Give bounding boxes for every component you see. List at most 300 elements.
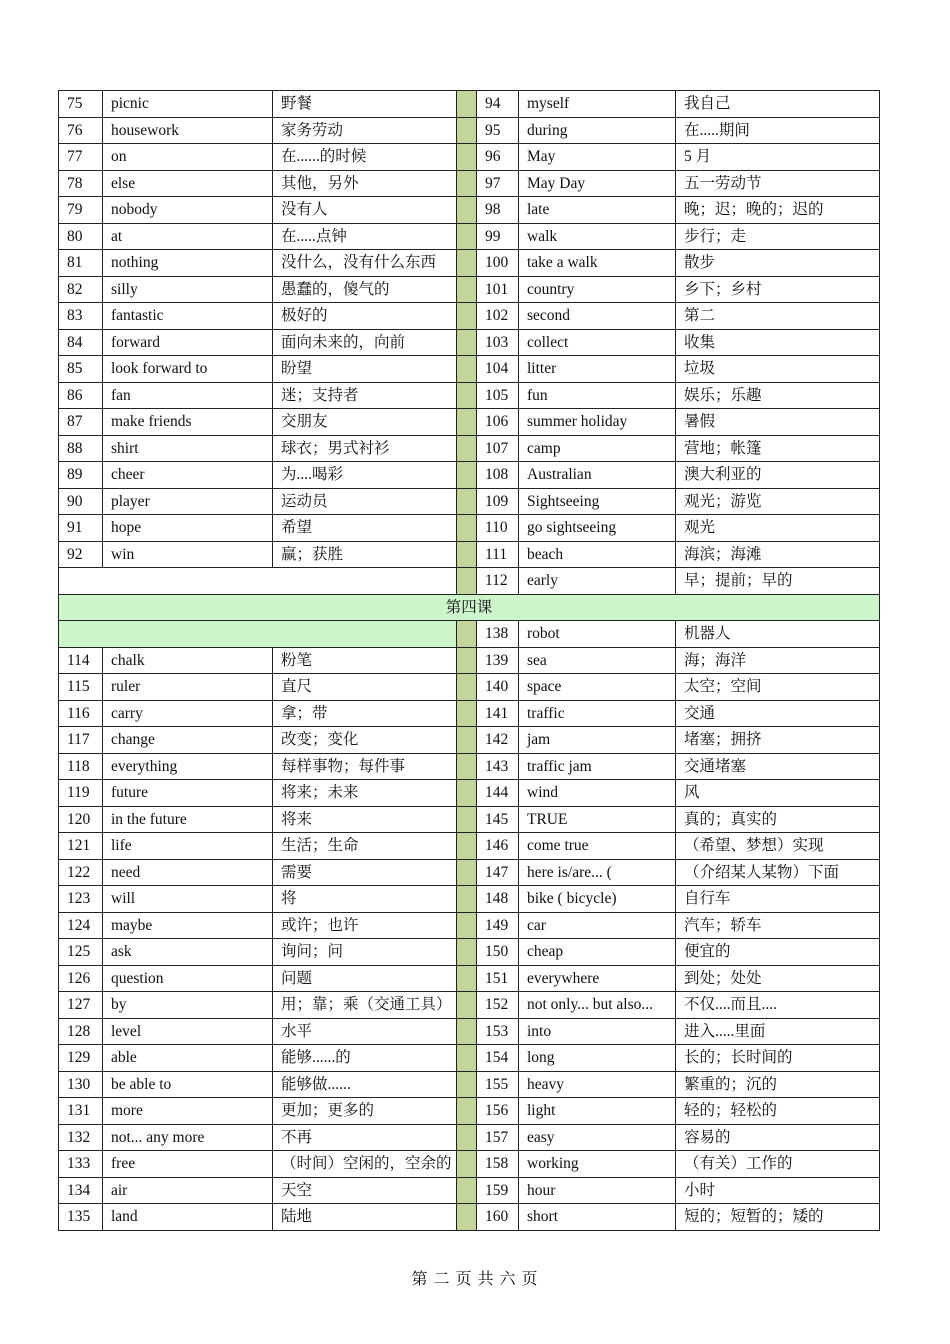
entry-meaning: 用；靠；乘（交通工具） bbox=[273, 992, 457, 1019]
table-row bbox=[59, 674, 880, 701]
entry-meaning: 天空 bbox=[273, 1177, 457, 1204]
entry-number: 77 bbox=[59, 144, 103, 171]
entry-number: 127 bbox=[59, 992, 103, 1019]
table-row bbox=[59, 223, 880, 250]
entry-number: 97 bbox=[477, 170, 519, 197]
entry-meaning: 交通 bbox=[676, 700, 880, 727]
entry-word: easy bbox=[519, 1124, 676, 1151]
table-row bbox=[59, 859, 880, 886]
table-row bbox=[59, 541, 880, 568]
column-separator bbox=[457, 753, 477, 780]
entry-word: go sightseeing bbox=[519, 515, 676, 542]
entry-meaning: 自行车 bbox=[676, 886, 880, 913]
entry-number: 80 bbox=[59, 223, 103, 250]
entry-number: 150 bbox=[477, 939, 519, 966]
entry-meaning: 盼望 bbox=[273, 356, 457, 383]
entry-number: 94 bbox=[477, 91, 519, 118]
entry-number: 148 bbox=[477, 886, 519, 913]
entry-word: silly bbox=[103, 276, 273, 303]
entry-meaning: 长的；长时间的 bbox=[676, 1045, 880, 1072]
entry-number: 92 bbox=[59, 541, 103, 568]
entry-number: 131 bbox=[59, 1098, 103, 1125]
entry-number: 124 bbox=[59, 912, 103, 939]
entry-word: Australian bbox=[519, 462, 676, 489]
entry-number: 115 bbox=[59, 674, 103, 701]
entry-word: everything bbox=[103, 753, 273, 780]
entry-number: 103 bbox=[477, 329, 519, 356]
entry-number: 112 bbox=[477, 568, 519, 595]
entry-number: 82 bbox=[59, 276, 103, 303]
entry-meaning: （希望、梦想）实现 bbox=[676, 833, 880, 860]
entry-number: 129 bbox=[59, 1045, 103, 1072]
column-separator bbox=[457, 91, 477, 118]
entry-word: litter bbox=[519, 356, 676, 383]
entry-word: chalk bbox=[103, 647, 273, 674]
entry-meaning: 暑假 bbox=[676, 409, 880, 436]
entry-word: by bbox=[103, 992, 273, 1019]
column-separator bbox=[457, 1177, 477, 1204]
entry-meaning: 收集 bbox=[676, 329, 880, 356]
entry-word: able bbox=[103, 1045, 273, 1072]
entry-number: 107 bbox=[477, 435, 519, 462]
entry-meaning: 不再 bbox=[273, 1124, 457, 1151]
entry-meaning: 机器人 bbox=[676, 621, 880, 648]
column-separator bbox=[457, 1018, 477, 1045]
column-separator bbox=[457, 409, 477, 436]
page-footer: 第 二 页 共 六 页 bbox=[411, 1271, 539, 1288]
entry-word: will bbox=[103, 886, 273, 913]
entry-number: 99 bbox=[477, 223, 519, 250]
entry-meaning: （介绍某人某物）下面 bbox=[676, 859, 880, 886]
entry-meaning: 家务劳动 bbox=[273, 117, 457, 144]
entry-number: 78 bbox=[59, 170, 103, 197]
entry-word: question bbox=[103, 965, 273, 992]
entry-number: 87 bbox=[59, 409, 103, 436]
entry-word: summer holiday bbox=[519, 409, 676, 436]
entry-number: 155 bbox=[477, 1071, 519, 1098]
entry-word: fan bbox=[103, 382, 273, 409]
entry-word: beach bbox=[519, 541, 676, 568]
entry-meaning: 水平 bbox=[273, 1018, 457, 1045]
entry-word: housework bbox=[103, 117, 273, 144]
column-separator bbox=[457, 462, 477, 489]
entry-word: long bbox=[519, 1045, 676, 1072]
entry-meaning: 便宜的 bbox=[676, 939, 880, 966]
entry-word: late bbox=[519, 197, 676, 224]
entry-meaning: 没什么，没有什么东西 bbox=[273, 250, 457, 277]
table-row bbox=[59, 594, 880, 621]
column-separator bbox=[457, 488, 477, 515]
column-separator bbox=[457, 806, 477, 833]
table-row bbox=[59, 727, 880, 754]
column-separator bbox=[457, 435, 477, 462]
entry-word: Sightseeing bbox=[519, 488, 676, 515]
entry-meaning: （时间）空闲的，空余的 bbox=[273, 1151, 457, 1178]
entry-number: 75 bbox=[59, 91, 103, 118]
column-separator bbox=[457, 223, 477, 250]
entry-meaning: 或许；也许 bbox=[273, 912, 457, 939]
entry-meaning: 在......的时候 bbox=[273, 144, 457, 171]
entry-meaning: 营地；帐篷 bbox=[676, 435, 880, 462]
entry-number: 160 bbox=[477, 1204, 519, 1231]
entry-word: robot bbox=[519, 621, 676, 648]
entry-number: 90 bbox=[59, 488, 103, 515]
entry-word: take a walk bbox=[519, 250, 676, 277]
entry-word: fun bbox=[519, 382, 676, 409]
table-row bbox=[59, 912, 880, 939]
entry-meaning: 问题 bbox=[273, 965, 457, 992]
entry-word: else bbox=[103, 170, 273, 197]
entry-word: life bbox=[103, 833, 273, 860]
entry-meaning: 小时 bbox=[676, 1177, 880, 1204]
entry-word: make friends bbox=[103, 409, 273, 436]
entry-word: myself bbox=[519, 91, 676, 118]
column-separator bbox=[457, 117, 477, 144]
entry-meaning: 询问；问 bbox=[273, 939, 457, 966]
table-row bbox=[59, 621, 880, 648]
entry-number: 79 bbox=[59, 197, 103, 224]
entry-number: 149 bbox=[477, 912, 519, 939]
entry-word: ask bbox=[103, 939, 273, 966]
entry-word: more bbox=[103, 1098, 273, 1125]
entry-number: 116 bbox=[59, 700, 103, 727]
entry-number: 95 bbox=[477, 117, 519, 144]
table-row bbox=[59, 965, 880, 992]
entry-meaning: 5 月 bbox=[676, 144, 880, 171]
entry-number: 96 bbox=[477, 144, 519, 171]
entry-number: 83 bbox=[59, 303, 103, 330]
entry-word: fantastic bbox=[103, 303, 273, 330]
table-row bbox=[59, 806, 880, 833]
table-row bbox=[59, 568, 880, 595]
entry-word: win bbox=[103, 541, 273, 568]
entry-meaning: 在.....期间 bbox=[676, 117, 880, 144]
entry-meaning: 海滨；海滩 bbox=[676, 541, 880, 568]
entry-number: 130 bbox=[59, 1071, 103, 1098]
entry-number: 106 bbox=[477, 409, 519, 436]
column-separator bbox=[457, 727, 477, 754]
entry-word: walk bbox=[519, 223, 676, 250]
entry-number: 84 bbox=[59, 329, 103, 356]
column-separator bbox=[457, 170, 477, 197]
column-separator bbox=[457, 700, 477, 727]
entry-meaning: 乡下；乡村 bbox=[676, 276, 880, 303]
entry-meaning: 早；提前；早的 bbox=[676, 568, 880, 595]
entry-word: shirt bbox=[103, 435, 273, 462]
table-row bbox=[59, 1071, 880, 1098]
entry-word: nothing bbox=[103, 250, 273, 277]
entry-meaning: 粉笔 bbox=[273, 647, 457, 674]
entry-word: air bbox=[103, 1177, 273, 1204]
entry-meaning: 轻的；轻松的 bbox=[676, 1098, 880, 1125]
entry-word: collect bbox=[519, 329, 676, 356]
entry-meaning: 能够......的 bbox=[273, 1045, 457, 1072]
table-row bbox=[59, 91, 880, 118]
column-separator bbox=[457, 329, 477, 356]
entry-meaning: 改变；变化 bbox=[273, 727, 457, 754]
table-row bbox=[59, 1124, 880, 1151]
table-row bbox=[59, 515, 880, 542]
column-separator bbox=[457, 144, 477, 171]
entry-meaning: 没有人 bbox=[273, 197, 457, 224]
entry-meaning: 迷；支持者 bbox=[273, 382, 457, 409]
entry-number: 121 bbox=[59, 833, 103, 860]
entry-number: 111 bbox=[477, 541, 519, 568]
table-row bbox=[59, 992, 880, 1019]
entry-number: 89 bbox=[59, 462, 103, 489]
column-separator bbox=[457, 912, 477, 939]
entry-meaning: 短的；短暂的；矮的 bbox=[676, 1204, 880, 1231]
column-separator bbox=[457, 780, 477, 807]
entry-word: not... any more bbox=[103, 1124, 273, 1151]
entry-number: 100 bbox=[477, 250, 519, 277]
entry-word: everywhere bbox=[519, 965, 676, 992]
table-row bbox=[59, 1204, 880, 1231]
column-separator bbox=[457, 1071, 477, 1098]
entry-word: need bbox=[103, 859, 273, 886]
entry-word: bike ( bicycle) bbox=[519, 886, 676, 913]
entry-word: traffic bbox=[519, 700, 676, 727]
table-row bbox=[59, 250, 880, 277]
entry-number: 91 bbox=[59, 515, 103, 542]
entry-word: change bbox=[103, 727, 273, 754]
entry-word: carry bbox=[103, 700, 273, 727]
entry-number: 156 bbox=[477, 1098, 519, 1125]
table-row bbox=[59, 382, 880, 409]
table-row bbox=[59, 1098, 880, 1125]
entry-number: 142 bbox=[477, 727, 519, 754]
table-row bbox=[59, 435, 880, 462]
entry-word: be able to bbox=[103, 1071, 273, 1098]
entry-meaning: 将 bbox=[273, 886, 457, 913]
entry-number: 105 bbox=[477, 382, 519, 409]
column-separator bbox=[457, 1151, 477, 1178]
table-row bbox=[59, 329, 880, 356]
entry-word: maybe bbox=[103, 912, 273, 939]
entry-meaning: 极好的 bbox=[273, 303, 457, 330]
entry-meaning: 五一劳动节 bbox=[676, 170, 880, 197]
entry-meaning: 为....喝彩 bbox=[273, 462, 457, 489]
table-row bbox=[59, 356, 880, 383]
entry-word: cheer bbox=[103, 462, 273, 489]
entry-number: 110 bbox=[477, 515, 519, 542]
entry-meaning: 进入.....里面 bbox=[676, 1018, 880, 1045]
column-separator bbox=[457, 276, 477, 303]
entry-meaning: 需要 bbox=[273, 859, 457, 886]
entry-number: 151 bbox=[477, 965, 519, 992]
column-separator bbox=[457, 621, 477, 648]
entry-number: 141 bbox=[477, 700, 519, 727]
entry-word: land bbox=[103, 1204, 273, 1231]
table-row bbox=[59, 197, 880, 224]
entry-meaning: 堵塞；拥挤 bbox=[676, 727, 880, 754]
table-row bbox=[59, 1045, 880, 1072]
entry-number: 147 bbox=[477, 859, 519, 886]
entry-meaning: 海；海洋 bbox=[676, 647, 880, 674]
table-row bbox=[59, 700, 880, 727]
entry-meaning: 希望 bbox=[273, 515, 457, 542]
entry-meaning: 第二 bbox=[676, 303, 880, 330]
entry-number: 159 bbox=[477, 1177, 519, 1204]
entry-meaning: 球衣；男式衬衫 bbox=[273, 435, 457, 462]
entry-number: 135 bbox=[59, 1204, 103, 1231]
table-row bbox=[59, 1018, 880, 1045]
entry-number: 146 bbox=[477, 833, 519, 860]
entry-meaning: 交朋友 bbox=[273, 409, 457, 436]
entry-number: 98 bbox=[477, 197, 519, 224]
entry-meaning: 容易的 bbox=[676, 1124, 880, 1151]
entry-meaning: 交通堵塞 bbox=[676, 753, 880, 780]
entry-meaning: 垃圾 bbox=[676, 356, 880, 383]
entry-meaning: 直尺 bbox=[273, 674, 457, 701]
entry-number: 108 bbox=[477, 462, 519, 489]
entry-meaning: 愚蠢的，傻气的 bbox=[273, 276, 457, 303]
table-row bbox=[59, 409, 880, 436]
entry-word: not only... but also... bbox=[519, 992, 676, 1019]
entry-word: car bbox=[519, 912, 676, 939]
entry-meaning: 更加；更多的 bbox=[273, 1098, 457, 1125]
section-blank-cell bbox=[59, 621, 457, 648]
entry-number: 157 bbox=[477, 1124, 519, 1151]
column-separator bbox=[457, 1045, 477, 1072]
entry-word: heavy bbox=[519, 1071, 676, 1098]
column-separator bbox=[457, 250, 477, 277]
column-separator bbox=[457, 303, 477, 330]
section-header-lesson-4: 第四课 bbox=[59, 594, 880, 621]
entry-word: nobody bbox=[103, 197, 273, 224]
entry-word: cheap bbox=[519, 939, 676, 966]
entry-number: 85 bbox=[59, 356, 103, 383]
entry-word: hour bbox=[519, 1177, 676, 1204]
vocabulary-table bbox=[58, 90, 880, 1231]
entry-number: 126 bbox=[59, 965, 103, 992]
entry-word: jam bbox=[519, 727, 676, 754]
entry-word: wind bbox=[519, 780, 676, 807]
entry-meaning: 陆地 bbox=[273, 1204, 457, 1231]
entry-number: 117 bbox=[59, 727, 103, 754]
entry-word: hope bbox=[103, 515, 273, 542]
entry-number: 153 bbox=[477, 1018, 519, 1045]
entry-meaning: 晚；迟；晚的；迟的 bbox=[676, 197, 880, 224]
entry-meaning: 生活；生命 bbox=[273, 833, 457, 860]
column-separator bbox=[457, 197, 477, 224]
entry-word: forward bbox=[103, 329, 273, 356]
entry-meaning: 其他，另外 bbox=[273, 170, 457, 197]
table-row bbox=[59, 170, 880, 197]
column-separator bbox=[457, 992, 477, 1019]
table-row bbox=[59, 1177, 880, 1204]
entry-meaning: 散步 bbox=[676, 250, 880, 277]
column-separator bbox=[457, 833, 477, 860]
entry-meaning: 拿；带 bbox=[273, 700, 457, 727]
column-separator bbox=[457, 382, 477, 409]
entry-word: look forward to bbox=[103, 356, 273, 383]
column-separator bbox=[457, 859, 477, 886]
table-row bbox=[59, 117, 880, 144]
entry-meaning: 风 bbox=[676, 780, 880, 807]
entry-number: 143 bbox=[477, 753, 519, 780]
table-row bbox=[59, 886, 880, 913]
table-row bbox=[59, 753, 880, 780]
entry-meaning: 到处；处处 bbox=[676, 965, 880, 992]
table-row bbox=[59, 462, 880, 489]
entry-number: 125 bbox=[59, 939, 103, 966]
entry-word: future bbox=[103, 780, 273, 807]
column-separator bbox=[457, 515, 477, 542]
entry-meaning: 真的；真实的 bbox=[676, 806, 880, 833]
column-separator bbox=[457, 647, 477, 674]
column-separator bbox=[457, 939, 477, 966]
vocabulary-table-body bbox=[59, 91, 880, 1231]
table-row bbox=[59, 939, 880, 966]
entry-word: at bbox=[103, 223, 273, 250]
entry-word: country bbox=[519, 276, 676, 303]
table-row bbox=[59, 647, 880, 674]
entry-number: 144 bbox=[477, 780, 519, 807]
entry-meaning: 将来 bbox=[273, 806, 457, 833]
entry-number: 128 bbox=[59, 1018, 103, 1045]
entry-number: 76 bbox=[59, 117, 103, 144]
column-separator bbox=[457, 674, 477, 701]
entry-number: 158 bbox=[477, 1151, 519, 1178]
entry-meaning: 不仅....而且.... bbox=[676, 992, 880, 1019]
column-separator bbox=[457, 541, 477, 568]
entry-number: 104 bbox=[477, 356, 519, 383]
entry-meaning: 赢；获胜 bbox=[273, 541, 457, 568]
entry-meaning: 汽车；轿车 bbox=[676, 912, 880, 939]
entry-word: picnic bbox=[103, 91, 273, 118]
column-separator bbox=[457, 886, 477, 913]
column-separator bbox=[457, 1098, 477, 1125]
table-row bbox=[59, 833, 880, 860]
entry-number: 138 bbox=[477, 621, 519, 648]
entry-number: 88 bbox=[59, 435, 103, 462]
entry-word: on bbox=[103, 144, 273, 171]
entry-word: free bbox=[103, 1151, 273, 1178]
entry-number: 119 bbox=[59, 780, 103, 807]
entry-word: space bbox=[519, 674, 676, 701]
entry-number: 154 bbox=[477, 1045, 519, 1072]
entry-number: 114 bbox=[59, 647, 103, 674]
entry-number: 122 bbox=[59, 859, 103, 886]
entry-word: ruler bbox=[103, 674, 273, 701]
entry-meaning: 观光 bbox=[676, 515, 880, 542]
table-row bbox=[59, 780, 880, 807]
entry-word: during bbox=[519, 117, 676, 144]
table-row bbox=[59, 276, 880, 303]
entry-number: 81 bbox=[59, 250, 103, 277]
entry-number: 134 bbox=[59, 1177, 103, 1204]
entry-number: 139 bbox=[477, 647, 519, 674]
entry-meaning: 我自己 bbox=[676, 91, 880, 118]
entry-meaning: 将来；未来 bbox=[273, 780, 457, 807]
entry-word: working bbox=[519, 1151, 676, 1178]
entry-number: 152 bbox=[477, 992, 519, 1019]
entry-number: 118 bbox=[59, 753, 103, 780]
entry-word: traffic jam bbox=[519, 753, 676, 780]
entry-meaning: 面向未来的，向前 bbox=[273, 329, 457, 356]
column-separator bbox=[457, 568, 477, 595]
table-row bbox=[59, 488, 880, 515]
entry-word: here is/are... ( bbox=[519, 859, 676, 886]
entry-meaning: 步行；走 bbox=[676, 223, 880, 250]
entry-number: 132 bbox=[59, 1124, 103, 1151]
entry-meaning: 太空；空间 bbox=[676, 674, 880, 701]
entry-word: short bbox=[519, 1204, 676, 1231]
entry-word: camp bbox=[519, 435, 676, 462]
entry-word: level bbox=[103, 1018, 273, 1045]
entry-number: 145 bbox=[477, 806, 519, 833]
